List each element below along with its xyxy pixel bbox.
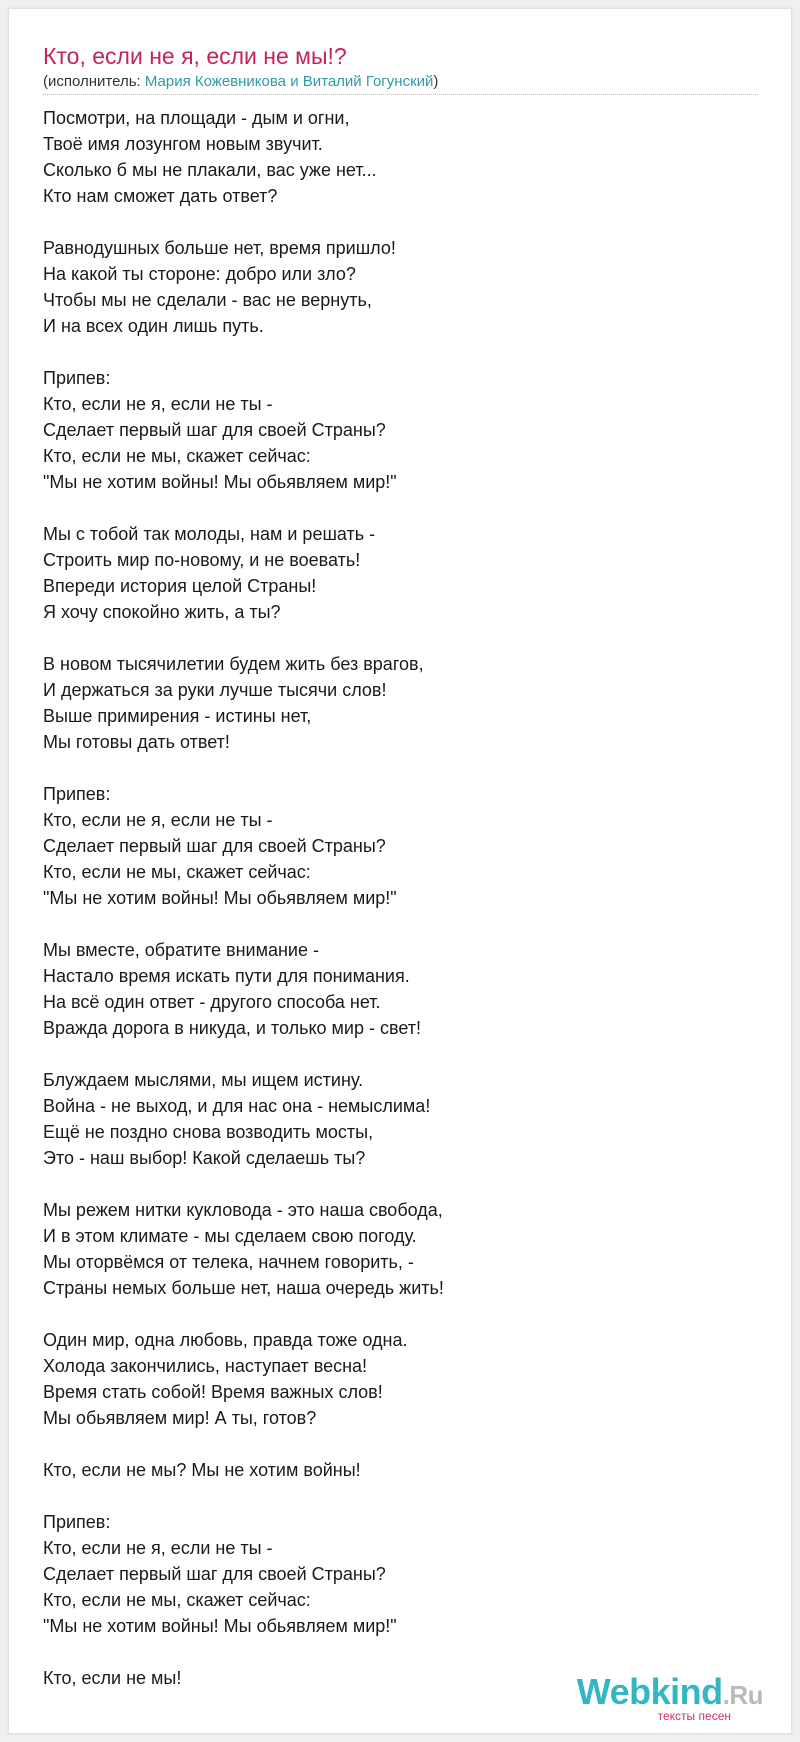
lyric-line: Страны немых больше нет, наша очередь жить! (43, 1278, 444, 1298)
lyric-line: Мы обьявляем мир! А ты, готов? (43, 1408, 317, 1428)
lyric-line: Твоё имя лозунгом новым звучит. (43, 134, 323, 154)
lyric-line: Впереди история целой Страны! (43, 576, 317, 596)
stanza (43, 781, 444, 911)
lyric-line: "Мы не хотим войны! Мы обьявляем мир!" (43, 472, 397, 492)
lyric-line: Сделает первый шаг для своей Страны? (43, 1564, 386, 1584)
lyric-line: Кто, если не мы, скажет сейчас: (43, 862, 311, 882)
stanza (43, 937, 444, 1041)
lyric-line: Я хочу спокойно жить, а ты? (43, 602, 281, 622)
lyric-line: Кто, если не мы! (43, 1668, 182, 1688)
lyric-line: Вражда дорога в никуда, и только мир - свет! (43, 1018, 421, 1038)
logo-wordmark: Webkind (576, 1671, 723, 1712)
lyric-line: Мы режем нитки кукловода - это наша свобода, (43, 1200, 443, 1220)
lyric-line: Сколько б мы не плакали, вас уже нет... (43, 160, 377, 180)
lyric-line: И на всех один лишь путь. (43, 316, 264, 336)
lyric-line: Кто, если не мы, скажет сейчас: (43, 1590, 311, 1610)
lyric-line: Кто нам сможет дать ответ? (43, 186, 278, 206)
lyric-line: В новом тысячилетии будем жить без врагов, (43, 654, 424, 674)
lyric-line: Кто, если не я, если не ты - (43, 394, 273, 414)
lyric-line: Это - наш выбор! Какой сделаешь ты? (43, 1148, 366, 1168)
logo-tagline: тексты песен (657, 1709, 731, 1723)
lyric-line: Холода закончились, наступает весна! (43, 1356, 368, 1376)
lyrics-text (43, 105, 444, 1717)
lyric-line: "Мы не хотим войны! Мы обьявляем мир!" (43, 1616, 397, 1636)
stanza (43, 1327, 444, 1431)
logo-tld: .Ru (722, 1680, 763, 1710)
performer-line (43, 73, 438, 90)
lyric-line: Мы с тобой так молоды, нам и решать - (43, 524, 376, 544)
site-logo[interactable] (576, 1671, 763, 1723)
lyric-line: И держаться за руки лучше тысячи слов! (43, 680, 387, 700)
performer-suffix: ) (433, 73, 439, 90)
lyric-line: Сделает первый шаг для своей Страны? (43, 420, 386, 440)
lyric-line: На какой ты стороне: добро или зло? (43, 264, 356, 284)
stanza (43, 1509, 444, 1639)
stanza (43, 105, 444, 209)
title-divider (43, 94, 758, 95)
lyric-line: Мы готовы дать ответ! (43, 732, 230, 752)
lyric-line: Настало время искать пути для понимания. (43, 966, 410, 986)
lyric-line: Один мир, одна любовь, правда тоже одна. (43, 1330, 408, 1350)
lyric-line: Сделает первый шаг для своей Страны? (43, 836, 386, 856)
stanza (43, 1665, 444, 1691)
stanza (43, 365, 444, 495)
stanza (43, 1067, 444, 1171)
performer-prefix: (исполнитель: (43, 73, 145, 90)
lyric-line: Чтобы мы не сделали - вас не вернуть, (43, 290, 372, 310)
stanza (43, 235, 444, 339)
stanza (43, 521, 444, 625)
lyric-line: "Мы не хотим войны! Мы обьявляем мир!" (43, 888, 397, 908)
lyric-line: Посмотри, на площади - дым и огни, (43, 108, 350, 128)
song-title: Кто, если не я, если не мы!? (43, 43, 347, 69)
lyric-line: Война - не выход, и для нас она - немыслима! (43, 1096, 431, 1116)
lyric-line: На всё один ответ - другого способа нет. (43, 992, 381, 1012)
lyric-line: Блуждаем мыслями, мы ищем истину. (43, 1070, 364, 1090)
lyric-line: Мы вместе, обратите внимание - (43, 940, 319, 960)
lyrics-page (8, 8, 792, 1734)
lyric-line: Кто, если не я, если не ты - (43, 1538, 273, 1558)
lyric-line: Кто, если не мы, скажет сейчас: (43, 446, 311, 466)
lyric-line: Припев: (43, 784, 111, 804)
lyric-line: И в этом климате - мы сделаем свою погоду. (43, 1226, 417, 1246)
lyric-line: Припев: (43, 1512, 111, 1532)
lyric-line: Ещё не поздно снова возводить мосты, (43, 1122, 374, 1142)
artist-link[interactable]: Мария Кожевникова и Виталий Гогунский (144, 73, 434, 90)
stanza (43, 651, 444, 755)
lyric-line: Выше примирения - истины нет, (43, 706, 312, 726)
stanza (43, 1197, 444, 1301)
lyric-line: Кто, если не мы? Мы не хотим войны! (43, 1460, 361, 1480)
lyric-line: Время стать собой! Время важных слов! (43, 1382, 383, 1402)
lyric-line: Строить мир по-новому, и не воевать! (43, 550, 361, 570)
lyric-line: Равнодушных больше нет, время пришло! (43, 238, 396, 258)
lyric-line: Кто, если не я, если не ты - (43, 810, 273, 830)
lyric-line: Припев: (43, 368, 111, 388)
stanza (43, 1457, 444, 1483)
lyric-line: Мы оторвёмся от телека, начнем говорить, - (43, 1252, 414, 1272)
